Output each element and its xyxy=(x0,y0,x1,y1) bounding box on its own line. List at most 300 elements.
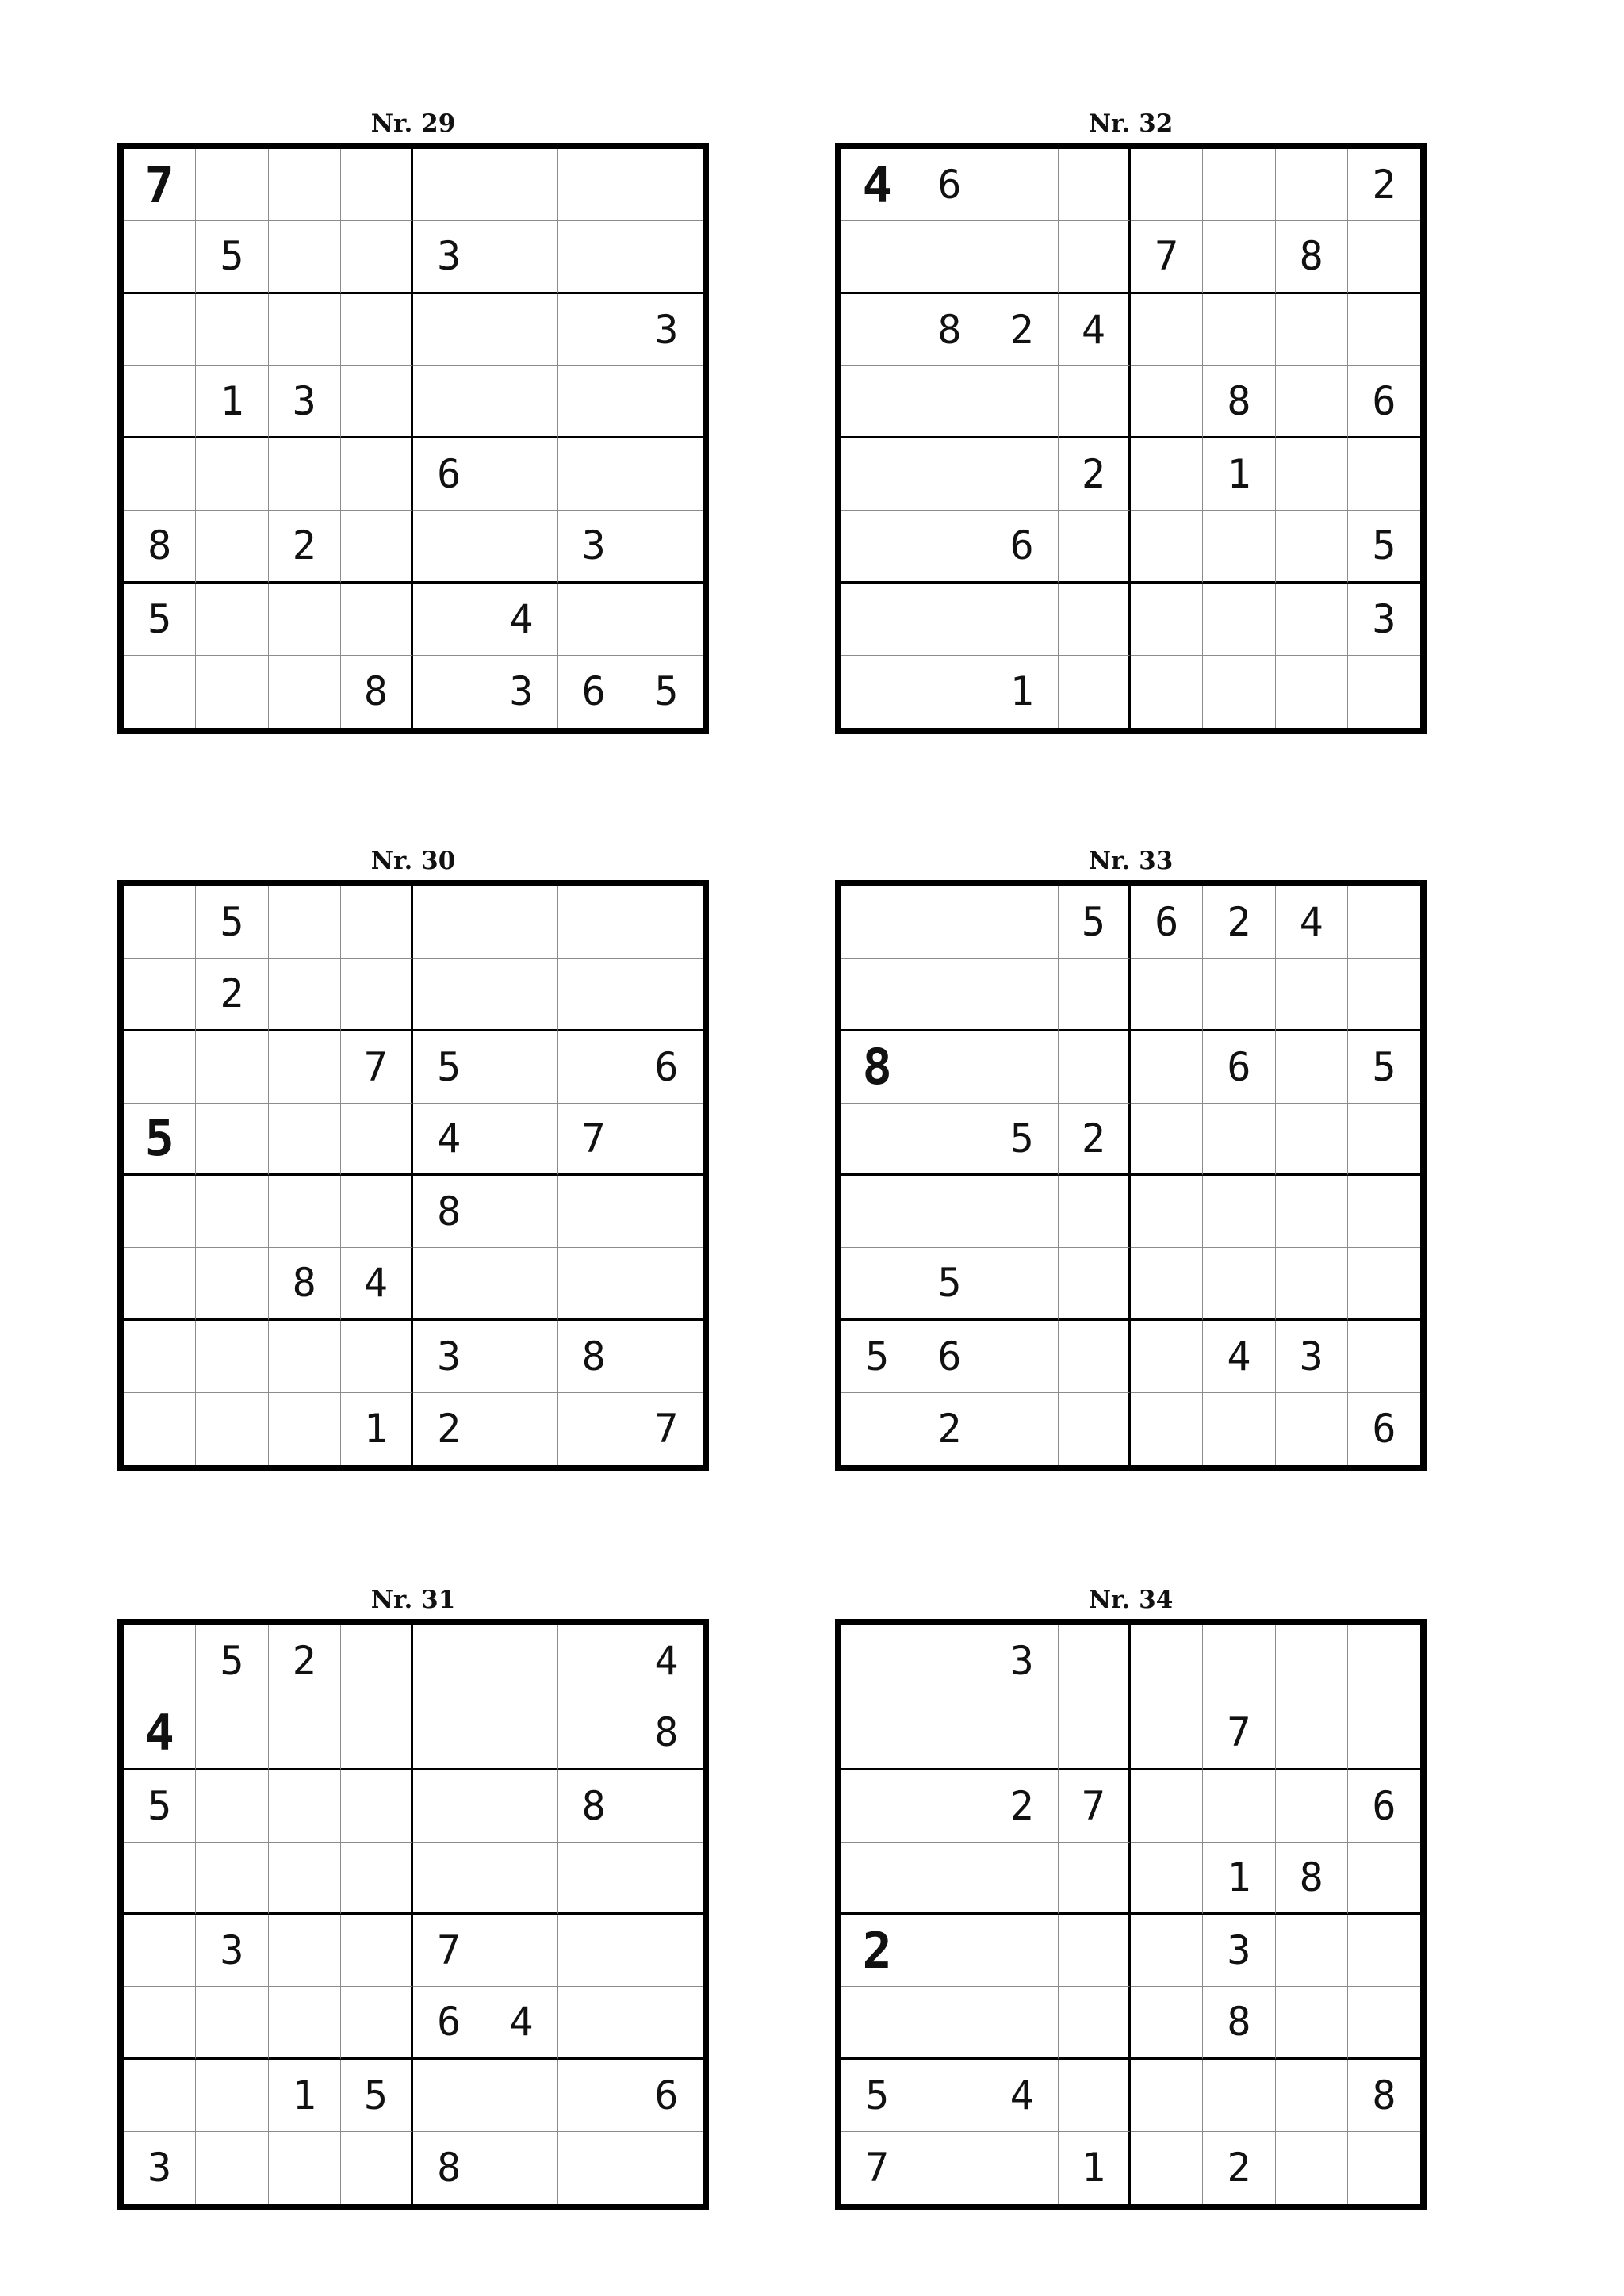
given-digit-cell: 8 xyxy=(1203,366,1275,438)
empty-cell xyxy=(558,366,630,438)
empty-cell xyxy=(1059,1987,1131,2059)
empty-cell xyxy=(485,2060,557,2132)
empty-cell xyxy=(341,1843,413,1915)
empty-cell xyxy=(1131,1031,1203,1104)
given-digit-cell: 8 xyxy=(558,1770,630,1843)
empty-cell xyxy=(841,1393,914,1465)
empty-cell xyxy=(986,959,1059,1031)
empty-cell xyxy=(1348,1248,1420,1320)
empty-cell xyxy=(841,294,914,366)
empty-cell xyxy=(1059,584,1131,656)
empty-cell xyxy=(1276,1176,1348,1248)
given-digit-cell: 2 xyxy=(986,294,1059,366)
empty-cell xyxy=(630,438,703,511)
given-digit-cell: 1 xyxy=(1203,1843,1275,1915)
given-digit-cell: 8 xyxy=(1276,1843,1348,1915)
empty-cell xyxy=(558,1987,630,2059)
empty-cell xyxy=(914,438,986,511)
empty-cell xyxy=(914,1915,986,1987)
given-digit-cell: 5 xyxy=(196,221,268,293)
empty-cell xyxy=(485,149,557,221)
empty-cell xyxy=(914,1987,986,2059)
given-digit-cell: 2 xyxy=(1059,1104,1131,1176)
empty-cell xyxy=(1276,2060,1348,2132)
sudoku-grid xyxy=(117,1619,709,2210)
empty-cell xyxy=(1059,511,1131,583)
empty-cell xyxy=(841,1625,914,1697)
empty-cell xyxy=(630,584,703,656)
empty-cell xyxy=(1203,221,1275,293)
sudoku-grid xyxy=(117,143,709,734)
empty-cell xyxy=(1131,1915,1203,1987)
given-digit-cell: 5 xyxy=(124,584,196,656)
empty-cell xyxy=(269,1770,341,1843)
empty-cell xyxy=(269,1697,341,1770)
given-digit-cell: 8 xyxy=(1348,2060,1420,2132)
empty-cell xyxy=(269,959,341,1031)
empty-cell xyxy=(841,438,914,511)
given-digit-cell: 6 xyxy=(630,2060,703,2132)
empty-cell xyxy=(1131,1625,1203,1697)
empty-cell xyxy=(630,1770,703,1843)
given-digit-cell: 4 xyxy=(841,149,914,221)
given-digit-cell: 4 xyxy=(1203,1321,1275,1393)
given-digit-cell: 2 xyxy=(986,1770,1059,1843)
empty-cell xyxy=(1348,1321,1420,1393)
empty-cell xyxy=(1203,959,1275,1031)
given-digit-cell: 1 xyxy=(269,2060,341,2132)
given-digit-cell: 4 xyxy=(1059,294,1131,366)
given-digit-cell: 3 xyxy=(1276,1321,1348,1393)
empty-cell xyxy=(841,1248,914,1320)
given-digit-cell: 6 xyxy=(1203,1031,1275,1104)
empty-cell xyxy=(413,1697,485,1770)
empty-cell xyxy=(1276,1104,1348,1176)
empty-cell xyxy=(196,294,268,366)
empty-cell xyxy=(413,886,485,959)
empty-cell xyxy=(1276,1625,1348,1697)
empty-cell xyxy=(841,584,914,656)
empty-cell xyxy=(269,2132,341,2204)
empty-cell xyxy=(558,1843,630,1915)
given-digit-cell: 8 xyxy=(269,1248,341,1320)
empty-cell xyxy=(269,438,341,511)
empty-cell xyxy=(1059,1031,1131,1104)
given-digit-cell: 8 xyxy=(841,1031,914,1104)
empty-cell xyxy=(124,1915,196,1987)
empty-cell xyxy=(485,1104,557,1176)
empty-cell xyxy=(196,1987,268,2059)
given-digit-cell: 3 xyxy=(413,221,485,293)
given-digit-cell: 5 xyxy=(986,1104,1059,1176)
empty-cell xyxy=(413,656,485,728)
empty-cell xyxy=(485,1697,557,1770)
empty-cell xyxy=(124,438,196,511)
empty-cell xyxy=(269,1393,341,1465)
puzzle-title: Nr. 30 xyxy=(370,847,456,875)
empty-cell xyxy=(413,1770,485,1843)
empty-cell xyxy=(1348,1697,1420,1770)
given-digit-cell: 5 xyxy=(124,1104,196,1176)
empty-cell xyxy=(269,149,341,221)
empty-cell xyxy=(558,2132,630,2204)
empty-cell xyxy=(1131,1248,1203,1320)
empty-cell xyxy=(986,1843,1059,1915)
given-digit-cell: 2 xyxy=(413,1393,485,1465)
empty-cell xyxy=(196,1393,268,1465)
empty-cell xyxy=(341,366,413,438)
empty-cell xyxy=(1131,1321,1203,1393)
empty-cell xyxy=(558,1031,630,1104)
empty-cell xyxy=(986,2132,1059,2204)
empty-cell xyxy=(1276,294,1348,366)
empty-cell xyxy=(1131,511,1203,583)
empty-cell xyxy=(269,1843,341,1915)
puzzle-title: Nr. 33 xyxy=(1088,847,1174,875)
empty-cell xyxy=(1131,2132,1203,2204)
given-digit-cell: 6 xyxy=(1131,886,1203,959)
empty-cell xyxy=(485,1176,557,1248)
empty-cell xyxy=(124,1031,196,1104)
empty-cell xyxy=(630,1321,703,1393)
empty-cell xyxy=(914,2060,986,2132)
empty-cell xyxy=(630,1915,703,1987)
empty-cell xyxy=(841,1697,914,1770)
empty-cell xyxy=(1203,294,1275,366)
given-digit-cell: 1 xyxy=(986,656,1059,728)
sudoku-grid xyxy=(835,880,1427,1471)
empty-cell xyxy=(630,1248,703,1320)
empty-cell xyxy=(124,366,196,438)
empty-cell xyxy=(1059,656,1131,728)
empty-cell xyxy=(986,366,1059,438)
empty-cell xyxy=(914,2132,986,2204)
empty-cell xyxy=(914,1104,986,1176)
given-digit-cell: 4 xyxy=(413,1104,485,1176)
empty-cell xyxy=(558,221,630,293)
empty-cell xyxy=(986,1031,1059,1104)
empty-cell xyxy=(1131,656,1203,728)
empty-cell xyxy=(841,1770,914,1843)
empty-cell xyxy=(1203,1104,1275,1176)
empty-cell xyxy=(341,886,413,959)
empty-cell xyxy=(196,511,268,583)
empty-cell xyxy=(914,886,986,959)
empty-cell xyxy=(841,1843,914,1915)
given-digit-cell: 8 xyxy=(630,1697,703,1770)
given-digit-cell: 8 xyxy=(558,1321,630,1393)
given-digit-cell: 5 xyxy=(1059,886,1131,959)
empty-cell xyxy=(1131,1987,1203,2059)
empty-cell xyxy=(1276,656,1348,728)
empty-cell xyxy=(1348,1843,1420,1915)
given-digit-cell: 4 xyxy=(485,1987,557,2059)
given-digit-cell: 7 xyxy=(1131,221,1203,293)
empty-cell xyxy=(124,1176,196,1248)
empty-cell xyxy=(558,584,630,656)
empty-cell xyxy=(986,1987,1059,2059)
empty-cell xyxy=(914,1697,986,1770)
empty-cell xyxy=(341,221,413,293)
empty-cell xyxy=(413,2060,485,2132)
empty-cell xyxy=(124,959,196,1031)
puzzle-title: Nr. 31 xyxy=(370,1586,456,1614)
empty-cell xyxy=(986,1176,1059,1248)
empty-cell xyxy=(914,1843,986,1915)
empty-cell xyxy=(1348,1625,1420,1697)
empty-cell xyxy=(630,366,703,438)
given-digit-cell: 5 xyxy=(196,886,268,959)
given-digit-cell: 8 xyxy=(1276,221,1348,293)
puzzle-title: Nr. 32 xyxy=(1088,109,1174,138)
empty-cell xyxy=(630,221,703,293)
given-digit-cell: 7 xyxy=(558,1104,630,1176)
given-digit-cell: 3 xyxy=(485,656,557,728)
empty-cell xyxy=(269,1104,341,1176)
empty-cell xyxy=(1059,1697,1131,1770)
empty-cell xyxy=(196,584,268,656)
empty-cell xyxy=(986,1697,1059,1770)
given-digit-cell: 1 xyxy=(1203,438,1275,511)
empty-cell xyxy=(841,886,914,959)
empty-cell xyxy=(1348,1104,1420,1176)
empty-cell xyxy=(269,1915,341,1987)
empty-cell xyxy=(341,584,413,656)
empty-cell xyxy=(1348,886,1420,959)
empty-cell xyxy=(1131,294,1203,366)
puzzle-title: Nr. 29 xyxy=(370,109,456,138)
given-digit-cell: 8 xyxy=(1203,1987,1275,2059)
empty-cell xyxy=(986,886,1059,959)
empty-cell xyxy=(1276,511,1348,583)
given-digit-cell: 5 xyxy=(914,1248,986,1320)
empty-cell xyxy=(1276,959,1348,1031)
empty-cell xyxy=(1276,1031,1348,1104)
empty-cell xyxy=(413,366,485,438)
empty-cell xyxy=(630,1987,703,2059)
given-digit-cell: 7 xyxy=(413,1915,485,1987)
empty-cell xyxy=(1059,1625,1131,1697)
empty-cell xyxy=(413,1843,485,1915)
given-digit-cell: 5 xyxy=(841,2060,914,2132)
given-digit-cell: 4 xyxy=(341,1248,413,1320)
empty-cell xyxy=(196,1031,268,1104)
empty-cell xyxy=(841,1176,914,1248)
empty-cell xyxy=(485,1031,557,1104)
given-digit-cell: 5 xyxy=(654,668,679,715)
empty-cell xyxy=(485,366,557,438)
empty-cell xyxy=(914,959,986,1031)
empty-cell xyxy=(1131,584,1203,656)
given-digit-cell: 3 xyxy=(196,1915,268,1987)
empty-cell xyxy=(485,1915,557,1987)
empty-cell xyxy=(1276,2132,1348,2204)
given-digit-cell: 8 xyxy=(124,511,196,583)
empty-cell xyxy=(1276,149,1348,221)
given-digit-cell: 5 xyxy=(1348,1031,1420,1104)
given-digit-cell: 5 xyxy=(196,1625,268,1697)
given-digit-cell: 4 xyxy=(485,584,557,656)
given-digit-cell: 6 xyxy=(914,149,986,221)
empty-cell xyxy=(630,2132,703,2204)
given-digit-cell: 5 xyxy=(413,1031,485,1104)
empty-cell xyxy=(1059,1915,1131,1987)
empty-cell xyxy=(1203,1625,1275,1697)
empty-cell xyxy=(1131,1104,1203,1176)
empty-cell xyxy=(558,438,630,511)
empty-cell xyxy=(269,1176,341,1248)
empty-cell xyxy=(124,1987,196,2059)
empty-cell xyxy=(841,1987,914,2059)
empty-cell xyxy=(558,959,630,1031)
empty-cell xyxy=(485,1625,557,1697)
empty-cell xyxy=(1348,438,1420,511)
empty-cell xyxy=(986,438,1059,511)
empty-cell xyxy=(1203,1248,1275,1320)
empty-cell xyxy=(341,1176,413,1248)
sudoku-grid xyxy=(117,880,709,1471)
empty-cell xyxy=(986,584,1059,656)
empty-cell xyxy=(558,1248,630,1320)
given-digit-cell: 8 xyxy=(914,294,986,366)
puzzle-title: Nr. 34 xyxy=(1088,1586,1174,1614)
empty-cell xyxy=(1276,438,1348,511)
empty-cell xyxy=(1059,1176,1131,1248)
given-digit-cell: 3 xyxy=(558,511,630,583)
empty-cell xyxy=(124,1393,196,1465)
empty-cell xyxy=(196,1697,268,1770)
empty-cell xyxy=(986,149,1059,221)
empty-cell xyxy=(1203,584,1275,656)
empty-cell xyxy=(341,294,413,366)
empty-cell xyxy=(914,584,986,656)
empty-cell xyxy=(841,221,914,293)
empty-cell xyxy=(269,886,341,959)
given-digit-cell: 3 xyxy=(413,1321,485,1393)
empty-cell xyxy=(1348,656,1420,728)
given-digit-cell: 1 xyxy=(341,1393,413,1465)
empty-cell xyxy=(485,886,557,959)
empty-cell xyxy=(630,1104,703,1176)
empty-cell xyxy=(341,1987,413,2059)
given-digit-cell: 3 xyxy=(1348,584,1420,656)
empty-cell xyxy=(196,1321,268,1393)
empty-cell xyxy=(558,149,630,221)
empty-cell xyxy=(1203,149,1275,221)
empty-cell xyxy=(124,221,196,293)
empty-cell xyxy=(413,584,485,656)
empty-cell xyxy=(485,294,557,366)
empty-cell xyxy=(1059,149,1131,221)
given-digit-cell: 6 xyxy=(558,656,630,728)
empty-cell xyxy=(341,959,413,1031)
given-digit-cell: 2 xyxy=(914,1393,986,1465)
empty-cell xyxy=(269,1031,341,1104)
given-digit-cell: 8 xyxy=(341,656,413,728)
empty-cell xyxy=(1203,656,1275,728)
empty-cell xyxy=(341,2132,413,2204)
given-digit-cell: 7 xyxy=(341,1031,413,1104)
empty-cell xyxy=(841,959,914,1031)
empty-cell xyxy=(341,149,413,221)
given-digit-cell: 7 xyxy=(654,1406,679,1452)
empty-cell xyxy=(1131,1393,1203,1465)
empty-cell xyxy=(341,1915,413,1987)
empty-cell xyxy=(413,959,485,1031)
empty-cell xyxy=(1348,1987,1420,2059)
given-digit-cell: 2 xyxy=(269,511,341,583)
empty-cell xyxy=(1276,1915,1348,1987)
empty-cell xyxy=(269,221,341,293)
given-digit-cell: 1 xyxy=(196,366,268,438)
empty-cell xyxy=(558,1625,630,1697)
empty-cell xyxy=(986,221,1059,293)
empty-cell xyxy=(196,1248,268,1320)
given-digit-cell: 6 xyxy=(413,1987,485,2059)
empty-cell xyxy=(1276,1987,1348,2059)
empty-cell xyxy=(1131,959,1203,1031)
given-digit-cell: 5 xyxy=(841,1321,914,1393)
empty-cell xyxy=(841,366,914,438)
empty-cell xyxy=(1131,1176,1203,1248)
empty-cell xyxy=(124,2060,196,2132)
empty-cell xyxy=(1131,149,1203,221)
given-digit-cell: 5 xyxy=(341,2060,413,2132)
given-digit-cell: 2 xyxy=(1348,149,1420,221)
empty-cell xyxy=(196,1843,268,1915)
empty-cell xyxy=(630,511,703,583)
given-digit-cell: 3 xyxy=(986,1625,1059,1697)
empty-cell xyxy=(124,294,196,366)
empty-cell xyxy=(1059,2060,1131,2132)
empty-cell xyxy=(485,2132,557,2204)
empty-cell xyxy=(485,1843,557,1915)
empty-cell xyxy=(914,1625,986,1697)
empty-cell xyxy=(341,1321,413,1393)
empty-cell xyxy=(630,886,703,959)
empty-cell xyxy=(1276,1248,1348,1320)
empty-cell xyxy=(485,959,557,1031)
empty-cell xyxy=(341,511,413,583)
empty-cell xyxy=(630,959,703,1031)
empty-cell xyxy=(558,1176,630,1248)
empty-cell xyxy=(558,1393,630,1465)
empty-cell xyxy=(413,1625,485,1697)
given-digit-cell: 5 xyxy=(1348,511,1420,583)
empty-cell xyxy=(1348,221,1420,293)
empty-cell xyxy=(413,511,485,583)
empty-cell xyxy=(124,1625,196,1697)
given-digit-cell: 6 xyxy=(986,511,1059,583)
empty-cell xyxy=(485,438,557,511)
empty-cell xyxy=(485,1393,557,1465)
given-digit-cell: 4 xyxy=(124,1697,196,1770)
empty-cell xyxy=(413,1248,485,1320)
empty-cell xyxy=(1203,2060,1275,2132)
given-digit-cell: 7 xyxy=(1203,1697,1275,1770)
empty-cell xyxy=(485,1770,557,1843)
empty-cell xyxy=(1203,1176,1275,1248)
sudoku-grid xyxy=(835,143,1427,734)
given-digit-cell: 8 xyxy=(413,2132,485,2204)
empty-cell xyxy=(124,1321,196,1393)
empty-cell xyxy=(558,886,630,959)
empty-cell xyxy=(630,149,703,221)
given-digit-cell: 6 xyxy=(914,1321,986,1393)
empty-cell xyxy=(914,221,986,293)
empty-cell xyxy=(558,294,630,366)
given-digit-cell: 3 xyxy=(1203,1915,1275,1987)
